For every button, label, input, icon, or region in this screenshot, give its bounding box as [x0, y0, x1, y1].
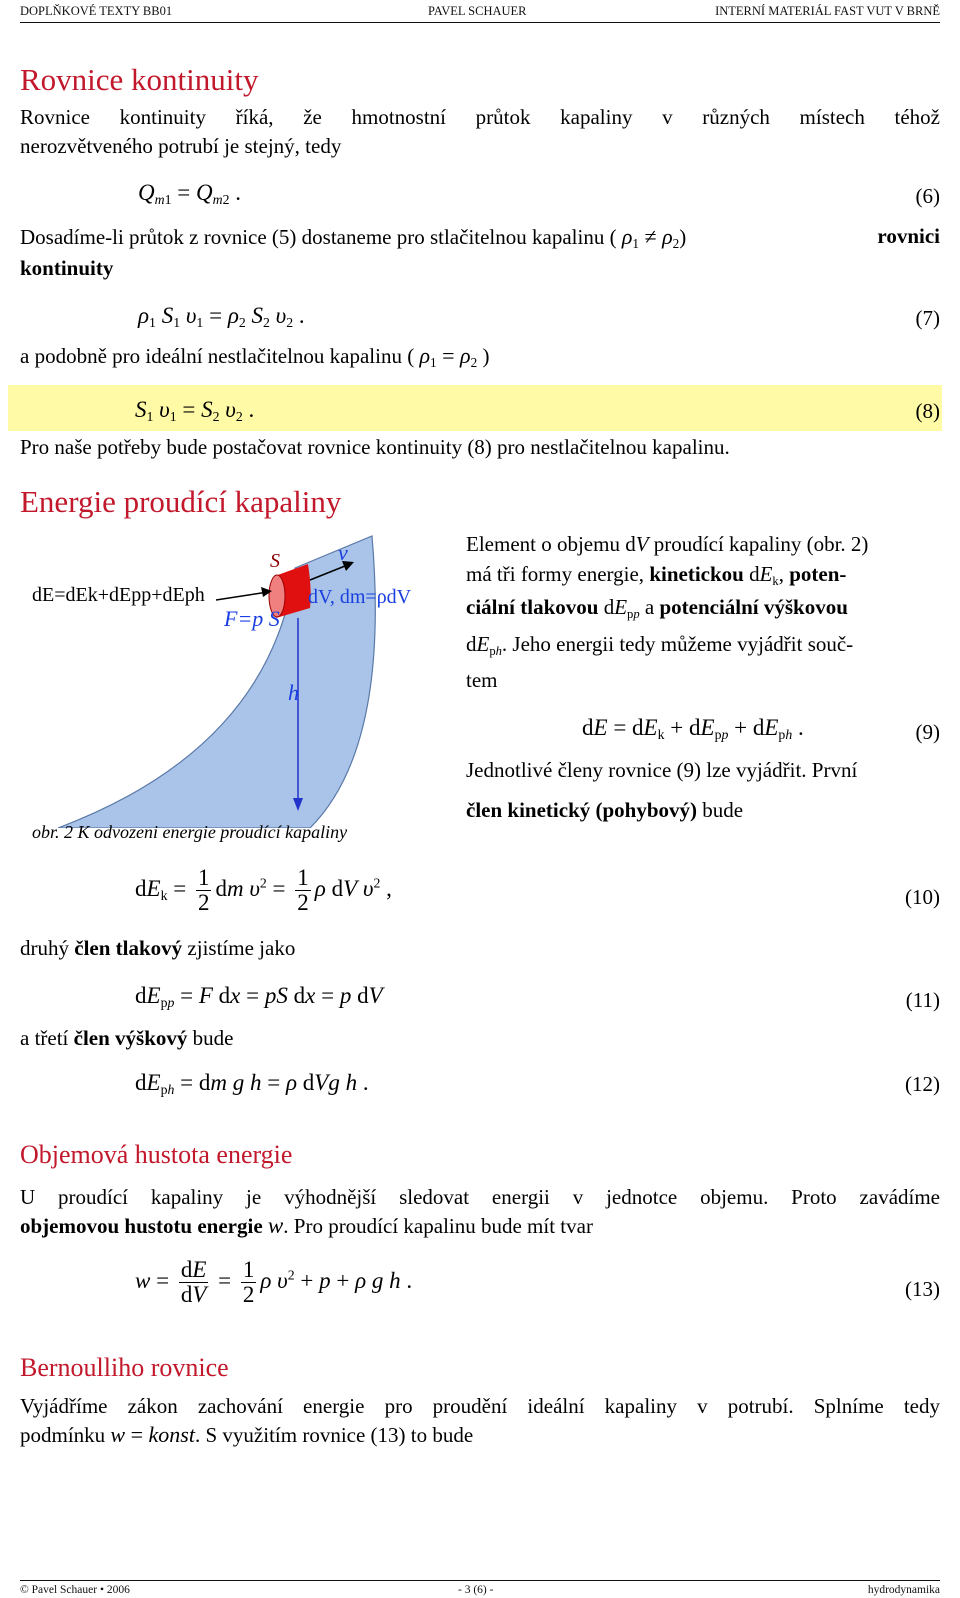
- header-left: DOPLŇKOVÉ TEXTY BB01: [20, 4, 173, 18]
- bernoulli-line2-b: . S využitím rovnice (13) to bude: [194, 1423, 474, 1447]
- eq-number-12: (12): [905, 1072, 940, 1096]
- energy-druhy-a: druhý: [20, 936, 69, 960]
- energy-r2: má tři formy energie, kinetickou $dE_k$, poten-: [466, 562, 847, 588]
- energy-r2-comma: ,: [778, 562, 784, 586]
- continuity-para3: a podobně pro ideální nestlačitelnou kapalinu ( $\rho_1 = \rho_2$ ): [20, 343, 490, 370]
- continuity-para1-line2: nerozvětveného potrubí je stejný, tedy: [20, 134, 342, 158]
- energy-treti-a: a třetí: [20, 1026, 69, 1050]
- figure-2: [20, 528, 460, 848]
- continuity-bold-kontinuity: kontinuity: [20, 256, 114, 280]
- energy-r5: tem: [466, 668, 498, 692]
- equation-8: $S_1$ $\upsilon_1 = S_2$ $\upsilon_2$ .: [135, 397, 255, 425]
- page-header: [20, 0, 940, 23]
- section-title-continuity: Rovnice kontinuity: [20, 62, 259, 97]
- flow-tube-diagram: [20, 528, 460, 828]
- continuity-para1-line1: Rovnice kontinuity říká, že hmotnostní průtok kapaliny v různých místech téhož: [20, 105, 940, 129]
- eq-number-7: (7): [915, 306, 940, 330]
- footer-right: hydrodynamika: [867, 1584, 940, 1596]
- energy-r2-poten: poten-: [789, 562, 847, 586]
- continuity-para4: Pro naše potřeby bude postačovat rovnice kontinuity (8) pro nestlačitelnou kapalinu.: [20, 435, 730, 459]
- eq-number-13: (13): [905, 1277, 940, 1301]
- continuity-bold-rovnici: rovnici: [877, 224, 940, 248]
- energy-r7-bold: člen kinetický (pohybový): [466, 798, 698, 822]
- energy-r7-text: bude: [702, 798, 744, 822]
- section-title-energy: Energie proudící kapaliny: [20, 484, 342, 519]
- eq-number-6: (6): [915, 184, 940, 208]
- energy-r3: ciální tlakovou $dE_{pp}$ a potenciální výškovou: [466, 595, 848, 621]
- bernoulli-line2-a: podmínku: [20, 1423, 106, 1447]
- continuity-para2-line1: Dosadíme-li průtok z rovnice (5) dostaneme pro stlačitelnou kapalinu ( $\rho_1 \ne \rho_2$): [20, 224, 687, 251]
- energy-treti-b: bude: [192, 1026, 234, 1050]
- figure-label-h: h: [288, 680, 299, 705]
- section-title-bernoulli: Bernoulliho rovnice: [20, 1353, 229, 1382]
- energy-r3-bold2: potenciální výškovou: [659, 595, 848, 619]
- energy-r3-mid: a: [644, 595, 655, 619]
- continuity-para2-text-a: Dosadíme-li průtok z rovnice (5) dostaneme pro stlačitelnou kapalinu (: [20, 225, 617, 249]
- energy-treti-bold: člen výškový: [73, 1026, 188, 1050]
- eq-number-8: (8): [915, 399, 940, 423]
- energy-druhy-bold: člen tlakový: [74, 936, 183, 960]
- continuity-para3-text-b: ): [482, 344, 490, 368]
- density-line2-bold: objemovou hustotu energie: [20, 1214, 263, 1238]
- energy-r6: Jednotlivé členy rovnice (9) lze vyjádřit. První: [466, 758, 858, 782]
- energy-treti-line: [20, 1024, 233, 1053]
- energy-r2-text: má tři formy energie,: [466, 562, 645, 586]
- page-footer: [20, 1580, 940, 1598]
- figure-label-force: F=p S: [224, 606, 280, 631]
- figure-label-v: v: [338, 540, 348, 565]
- density-line1: U proudící kapaliny je výhodnější sledovat energii v jednotce objemu. Proto zavádíme: [20, 1185, 940, 1209]
- energy-r1: Element o objemu dV proudící kapaliny (obr. 2): [466, 532, 869, 556]
- equation-12: $dE_{ph}$ = dm g h = ρ dVg h .: [135, 1070, 369, 1098]
- energy-r1-text: Element o objemu d: [466, 532, 636, 556]
- equation-11: $dE_{pp} = F$ dx = pS dx = p dV: [135, 983, 383, 1011]
- energy-r4: $dE_{ph}$. Jeho energii tedy můžeme vyjádřit souč-: [466, 632, 854, 658]
- energy-druhy-line: [20, 934, 295, 963]
- header-right: INTERNÍ MATERIÁL FAST VUT V BRNĚ: [715, 4, 940, 18]
- flow-tube: [58, 536, 375, 828]
- figure-label-dV: dV, dm=ρdV: [308, 586, 412, 608]
- figure-label-S: S: [270, 550, 280, 572]
- figure-caption: obr. 2 K odvozeni energie proudící kapaliny: [32, 822, 348, 842]
- energy-r3-bold1: ciální tlakovou: [466, 595, 599, 619]
- continuity-para2-text-b: ): [679, 225, 687, 249]
- figure-label-energy-sum: dE=dEk+dEpp+dEph: [32, 584, 205, 606]
- bernoulli-line2: podmínku w = konst. S využitím rovnice (13) to bude: [20, 1422, 474, 1447]
- continuity-para3-text-a: a podobně pro ideální nestlačitelnou kapalinu (: [20, 344, 415, 368]
- footer-left: © Pavel Schauer • 2006: [20, 1584, 130, 1596]
- equation-10: $dE_k$ = $\frac{1}{2}$ dm $\upsilon^2$ = $\frac{1}{2}$ ρ dV $\upsilon^2$ ,: [135, 865, 392, 915]
- density-line2: objemovou hustotu energie w. Pro proudící kapalinu bude mít tvar: [20, 1213, 593, 1238]
- energy-r7: [466, 796, 743, 825]
- equation-7: $\rho_1$ $S_1$ $\upsilon_1 = \rho_2$ $S_2$ $\upsilon_2$ .: [138, 303, 305, 331]
- density-line2-text: . Pro proudící kapalinu bude mít tvar: [283, 1214, 593, 1238]
- energy-r4-text: . Jeho energii tedy můžeme vyjádřit souč-: [501, 632, 854, 656]
- energy-druhy-b: zjistíme jako: [187, 936, 296, 960]
- bernoulli-line1: Vyjádříme zákon zachování energie pro proudění ideální kapaliny v potrubí. Splníme tedy: [20, 1394, 940, 1418]
- eq-number-10: (10): [905, 885, 940, 909]
- section-title-density: Objemová hustota energie: [20, 1140, 293, 1169]
- equation-9: dE = $dE_k + dE_{pp} + dE_{ph}$ .: [582, 715, 804, 743]
- equation-6: $Q_{m1} = Q_{m2}$ .: [138, 180, 241, 208]
- energy-r2-bold: kinetickou: [649, 562, 744, 586]
- eq-number-9: (9): [915, 720, 940, 744]
- eq-number-11: (11): [905, 988, 940, 1012]
- equation-13: w = $\frac{dE}{dV}$ = $\frac{1}{2}$ ρ $\upsilon^2 + p + \rho$ g h .: [135, 1257, 413, 1307]
- footer-center: - 3 (6) -: [458, 1584, 494, 1596]
- header-center: PAVEL SCHAUER: [428, 4, 527, 18]
- force-arrow: [216, 592, 268, 600]
- energy-r1-text-b: proudící kapaliny (obr. 2): [653, 532, 869, 556]
